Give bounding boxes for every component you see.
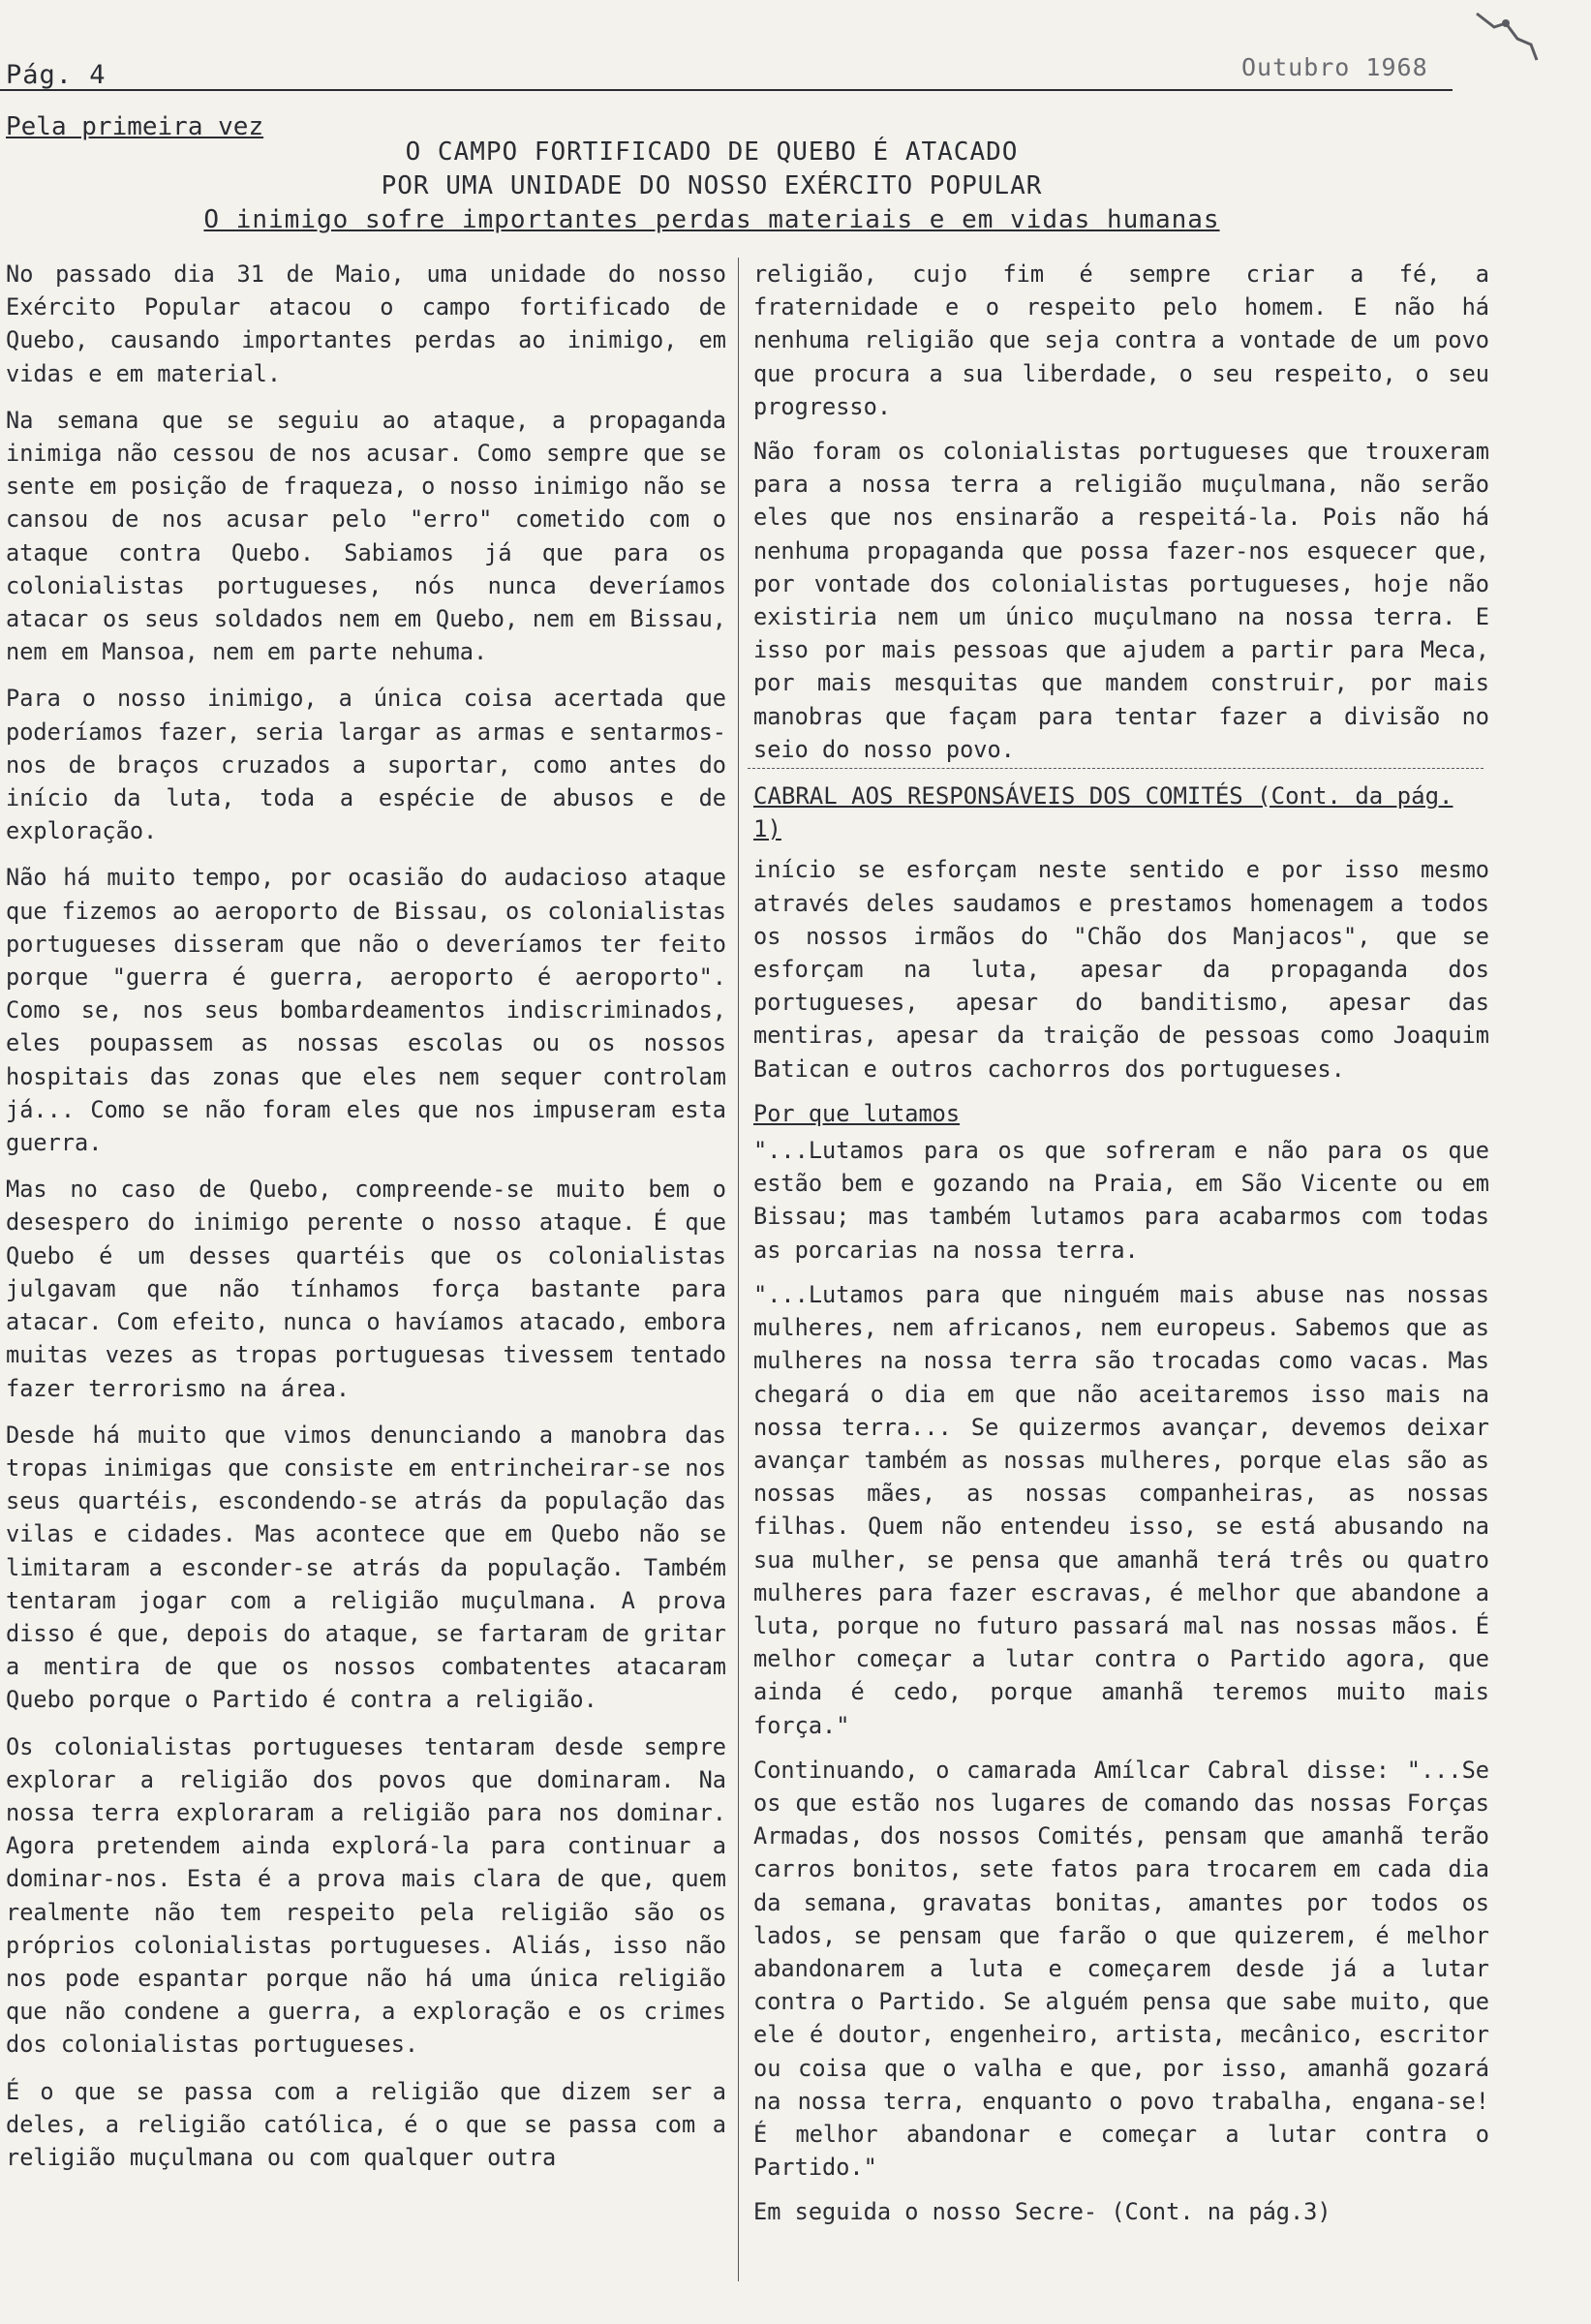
page-number: Pág. 4 — [6, 60, 107, 90]
section-divider — [748, 768, 1484, 769]
article-paragraph: Para o nosso inimigo, a única coisa acertada que poderíamos fazer, seria largar as armas e sentarmos-nos de braços cruzados a suportar, como antes do início da luta, toda a espécie de abusos e de exploração. — [6, 685, 726, 845]
left-column — [6, 258, 726, 2187]
right-column — [753, 258, 1489, 2241]
article-paragraph: religião, cujo fim é sempre criar a fé, a fraternidade e o respeito pelo homem. E não há nenhuma religião que seja contra a vontade de um povo que procura a sua liberdade, o seu respeito, o seu progresso. — [753, 260, 1489, 420]
continued-paragraph: Continuando, o camarada Amílcar Cabral disse: "...Se os que estão nos lugares de comando das nossas Forças Armadas, dos nossos Comités, pensam que amanhã terão carros bonitos, sete fatos para trocarem em cada dia da semana, gravatas bonitas, amantes por todos os lados, se pensam que farão o que quizerem, é melhor abandonarem a luta e começarem desde já a lutar contra o Partido. Se alguém pensa que sabe muito, que ele é doutor, engenheiro, artista, mecânico, escritor ou coisa que o valha e que, por isso, amanhã gozará na nossa terra, enquanto o povo trabalha, engana-se! É melhor abandonar e começar a lutar contra o Partido." — [753, 1756, 1489, 2182]
continued-paragraph: "...Lutamos para os que sofreram e não para os que estão bem e gozando na Praia, em São Vicente ou em Bissau; mas também lutamos para acabarmos com todas as porcarias na nossa terra. — [753, 1137, 1489, 1264]
headline-line-1: O CAMPO FORTIFICADO DE QUEBO É ATACADO — [405, 138, 1019, 167]
subheadline: O inimigo sofre importantes perdas materiais e em vidas humanas — [203, 205, 1220, 234]
issue-date: Outubro 1968 — [1241, 53, 1428, 81]
continued-paragraph: Em seguida o nosso Secre- (Cont. na pág.3) — [753, 2198, 1331, 2226]
article-kicker: Pela primeira vez — [6, 112, 264, 141]
column-divider — [738, 258, 739, 2281]
continued-subheading: Por que lutamos — [753, 1099, 961, 1127]
article-paragraph: É o que se passa com a religião que dizem ser a deles, a religião católica, é o que se passa com a religião muçulmana ou com qualquer outra — [6, 2077, 726, 2171]
article-paragraph: Não foram os colonialistas portugueses que trouxeram para a nossa terra a religião muçulmana, não serão eles que nos ensinarão a respeitá-la. Pois não há nenhuma propaganda que possa fazer-nos esquecer que, por vontade dos colonialistas portugueses, hoje não existiria nem um único muçulmano na nossa terra. E isso por mais pessoas que ajudem a partir para Meca, por mais mesquitas que mandem construir, por mais manobras que façam para tentar fazer a divisão no seio do nosso povo. — [753, 438, 1489, 763]
continued-article-title: CABRAL AOS RESPONSÁVEIS DOS COMITÉS (Cont. da pág. 1) — [753, 782, 1453, 843]
article-paragraph: Não há muito tempo, por ocasião do audacioso ataque que fizemos ao aeroporto de Bissau, os colonialistas portugueses disseram que não o deveríamos ter feito porque "guerra é guerra, aeroporto é aeroporto". Como se, nos seus bombardeamentos indiscriminados, eles poupassem as nossas escolas ou os nossos hospitais das zonas que eles nem sequer controlam já... Como se não foram eles que nos impuseram esta guerra. — [6, 864, 726, 1157]
headline-line-2: POR UMA UNIDADE DO NOSSO EXÉRCITO POPULAR — [381, 171, 1043, 200]
article-paragraph: No passado dia 31 de Maio, uma unidade do nosso Exército Popular atacou o campo fortificado de Quebo, causando importantes perdas ao inimigo, em vidas e em material. — [6, 260, 726, 387]
continued-paragraph: "...Lutamos para que ninguém mais abuse nas nossas mulheres, nem africanos, nem europeus. Sabemos que as mulheres na nossa terra são trocadas como vacas. Mas chegará o dia em que não aceitaremos isso mais na nossa terra... Se quizermos avançar, devemos deixar avançar também as nossas mulheres, porque elas são as nossas mães, as nossas companheiras, as nossas filhas. Quem não entendeu isso, se está abusando na sua mulher, se pensa que amanhã terá três ou quatro mulheres para fazer escravas, é melhor que abandone a luta, porque no futuro passará mal nas nossas mãos. É melhor começar a lutar contra o Partido agora, que ainda é cedo, porque amanhã teremos muito mais força." — [753, 1280, 1489, 1739]
article-paragraph: Mas no caso de Quebo, compreende-se muito bem o desespero do inimigo perente o nosso ataque. É que Quebo é um desses quartéis que os colonialistas julgavam que não tínhamos força bastante para atacar. Com efeito, nunca o havíamos atacado, embora muitas vezes as tropas portuguesas tivessem tentado fazer terrorismo na área. — [6, 1176, 726, 1402]
corner-stamp-mark — [1467, 6, 1545, 64]
article-paragraph: Na semana que se seguiu ao ataque, a propaganda inimiga não cessou de nos acusar. Como sempre que se sente em posição de fraqueza, o nosso inimigo não se cansou de nos acusar pelo "erro" cometido com o ataque contra Quebo. Sabiamos já que para os colonialistas portugueses, nós nunca deveríamos atacar os seus soldados nem em Quebo, nem em Bissau, nem em Mansoa, nem em parte nehuma. — [6, 406, 726, 666]
article-paragraph: Desde há muito que vimos denunciando a manobra das tropas inimigas que consiste em entrincheirar-se nos seus quartéis, escondendo-se atrás da população das vilas e cidades. Mas acontece que em Quebo não se limitaram a esconder-se atrás da população. Também tentaram jogar com a religião muçulmana. A prova disso é que, depois do ataque, se fartaram de gritar a mentira de que os nossos combatentes atacaram Quebo porque o Partido é contra a religião. — [6, 1421, 726, 1714]
header-rule — [0, 89, 1453, 91]
continued-paragraph: início se esforçam neste sentido e por isso mesmo através deles saudamos e prestamos homenagem a todos os nossos irmãos do "Chão dos Manjacos", que se esforçam na luta, apesar da propaganda dos portugueses, apesar do banditismo, apesar das mentiras, apesar da traição de pessoas como Joaquim Batican e outros cachorros dos portugueses. — [753, 856, 1489, 1083]
article-paragraph: Os colonialistas portugueses tentaram desde sempre explorar a religião dos povos que dominaram. Na nossa terra exploraram a religião para nos dominar. Agora pretendem ainda explorá-la para continuar a dominar-nos. Esta é a prova mais clara de que, quem realmente não tem respeito pela religião são os próprios colonialistas portugueses. Aliás, isso não nos pode espantar porque não há uma única religião que não condene a guerra, a exploração e os crimes dos colonialistas portugueses. — [6, 1732, 726, 2059]
